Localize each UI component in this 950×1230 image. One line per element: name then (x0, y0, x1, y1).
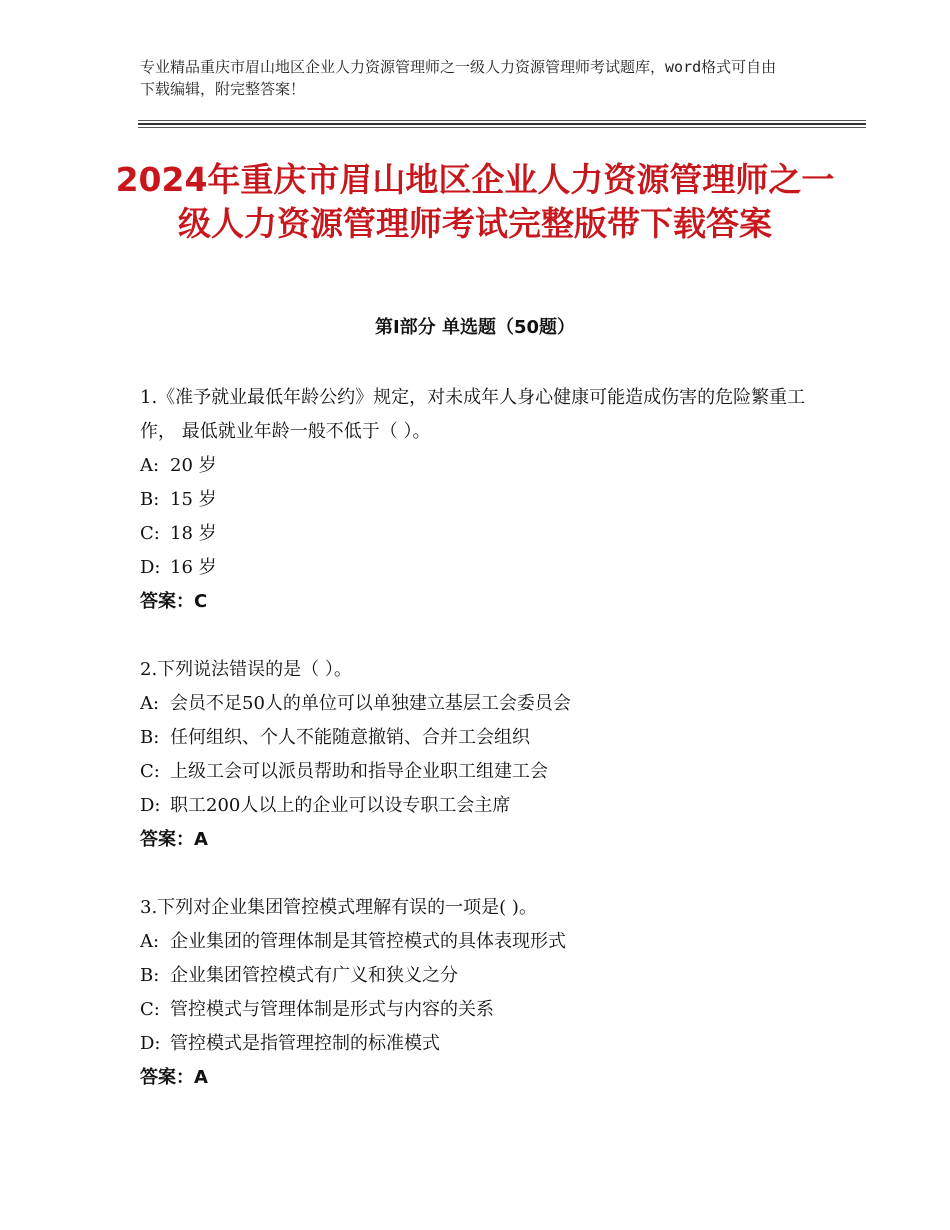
question-option (140, 721, 820, 755)
question-item (140, 381, 820, 619)
option-text: 15 岁 (170, 489, 217, 510)
option-text: 企业集团的管理体制是其管控模式的具体表现形式 (170, 931, 566, 952)
option-letter: A: (140, 455, 160, 476)
option-text: 会员不足50人的单位可以单独建立基层工会委员会 (170, 693, 571, 714)
option-text: 16 岁 (170, 557, 217, 578)
question-option (140, 551, 820, 585)
option-letter: A: (140, 931, 160, 952)
question-list (140, 381, 820, 1129)
divider-line (138, 127, 866, 128)
option-letter: D: (140, 1033, 161, 1054)
option-letter: C: (140, 523, 160, 544)
option-letter: D: (140, 557, 161, 578)
question-option (140, 687, 820, 721)
question-option (140, 517, 820, 551)
question-option (140, 959, 820, 993)
option-letter: C: (140, 761, 160, 782)
divider-line (138, 120, 866, 121)
answer-label: 答案：C (140, 591, 208, 612)
option-letter: B: (140, 489, 160, 510)
option-letter: C: (140, 999, 160, 1020)
question-option (140, 755, 820, 789)
question-stem: 1.《准予就业最低年龄公约》规定，对未成年人身心健康可能造成伤害的危险繁重工作， 最低就业年龄一般不低于（ ）。 (140, 387, 806, 442)
answer-label: 答案：A (140, 829, 208, 850)
option-text: 管控模式与管理体制是形式与内容的关系 (170, 999, 494, 1020)
question-item (140, 653, 820, 857)
question-option (140, 1027, 820, 1061)
option-text: 管控模式是指管理控制的标准模式 (170, 1033, 440, 1054)
option-letter: B: (140, 727, 160, 748)
answer-label: 答案：A (140, 1067, 208, 1088)
section-heading: 第Ⅰ部分 单选题（50题） (374, 317, 575, 338)
question-stem: 2.下列说法错误的是（ ）。 (140, 659, 352, 680)
question-option (140, 993, 820, 1027)
option-text: 上级工会可以派员帮助和指导企业职工组建工会 (170, 761, 548, 782)
header-divider (138, 120, 866, 130)
option-text: 18 岁 (170, 523, 217, 544)
question-stem: 3.下列对企业集团管控模式理解有误的一项是( )。 (140, 897, 537, 918)
option-text: 任何组织、个人不能随意撤销、合并工会组织 (170, 727, 530, 748)
option-letter: D: (140, 795, 161, 816)
question-option (140, 449, 820, 483)
option-text: 企业集团管控模式有广义和狭义之分 (170, 965, 458, 986)
question-item (140, 891, 820, 1095)
header-note: 专业精品重庆市眉山地区企业人力资源管理师之一级人力资源管理师考试题库，word格式可自由下载编辑，附完整答案！ (140, 58, 777, 98)
question-option (140, 483, 820, 517)
divider-line (138, 123, 866, 125)
option-letter: B: (140, 965, 160, 986)
question-option (140, 789, 820, 823)
option-letter: A: (140, 693, 160, 714)
question-option (140, 925, 820, 959)
option-text: 职工200人以上的企业可以设专职工会主席 (170, 795, 511, 816)
document-title: 2024年重庆市眉山地区企业人力资源管理师之一级人力资源管理师考试完整版带下载答案 (115, 160, 835, 243)
option-text: 20 岁 (170, 455, 217, 476)
